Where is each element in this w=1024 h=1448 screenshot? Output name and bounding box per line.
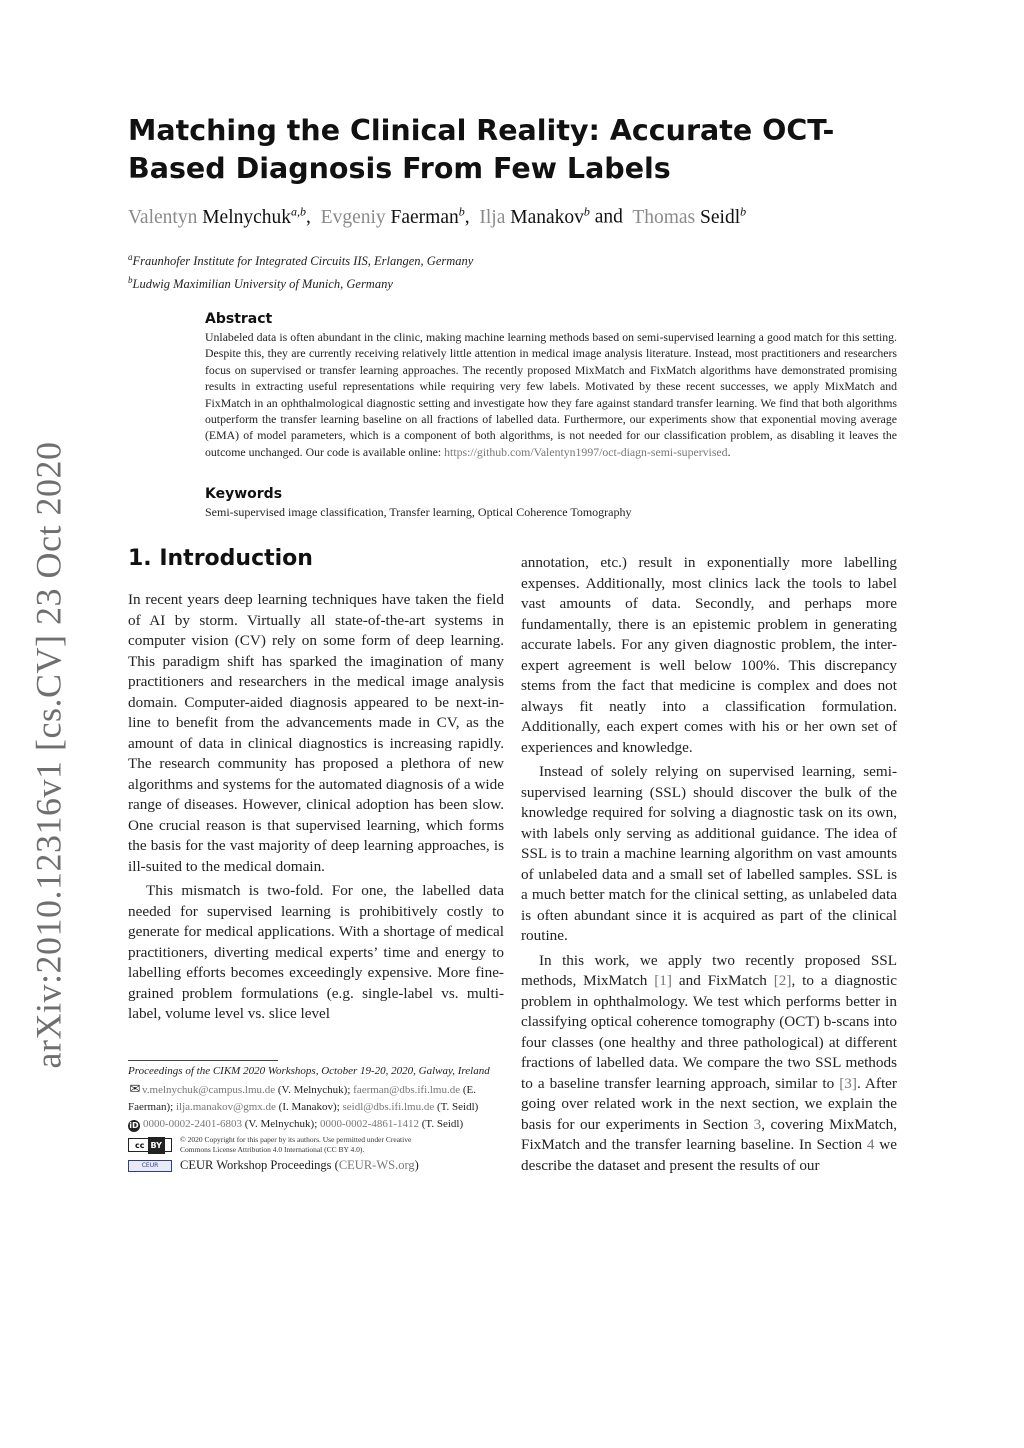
affiliations [128,248,473,294]
intro-paragraph-4: Instead of solely relying on supervised learning, semi-supervised learning (SSL) should discover the bulk of the knowledge required for solving a diagnostic task on its own, with labels only serving as additional guidance. The idea of SSL is to train a machine learning algorithm on vast amounts of unlabeled data and a small set of labelled samples. SSL is a much better match for the clinical setting, as unlabeled data is often abundant since it is acquired as part of the clinical routine. [521,763,897,944]
ceur-logo: CEUR [128,1160,172,1172]
author-4 [632,204,747,228]
intro-paragraph-3: annotation, etc.) result in exponentially more labelling expenses. Additionally, most clinics lack the tools to label vast amounts of data. Secondly, and perhaps more fundamentally, there is an epistemic problem in generating accurate labels. For any given diagnostic problem, the inter-expert agreement is well below 100%. This discrepancy stems from the fact that medicine is complex and does not always fit neatly into a classification formulation. Additionally, each expert comes with his or her own set of experiences and knowledge. [521,554,897,756]
affiliation-b: $^b$Ludwig Maximilian University of Munich, Germany [128,275,393,292]
email-link-3[interactable]: ilja.manakov@gmx.de [175,1101,276,1113]
author-given: Valentyn [128,206,198,228]
keywords-heading: Keywords [205,486,283,502]
license-row [128,1135,504,1155]
intro-paragraph-1: In recent years deep learning techniques have taken the field of AI by storm. Virtually all state-of-the-art systems in computer vision (CV) rely on some form of deep learning. This paradigm shift has sparked the imagination of many practitioners and researchers in the medical image analysis domain. Computer-aided diagnosis appeared to be next-in-line to benefit from the advancements made in CV, as the amount of data in clinical diagnostics is increasing rapidly. The research community has proposed a plethora of new algorithms and systems for the automated diagnosis of a wide range of diseases. However, clinical adoption has been slow. One crucial reason is that supervised learning, which forms the basis for the vast majority of deep learning approaches, is ill-suited to the medical domain. [128,591,504,875]
author-1 [128,204,307,228]
author-sup: b [583,204,590,218]
footnote-divider [128,1060,278,1061]
abstract-heading: Abstract [205,311,273,327]
email-link-1[interactable]: v.melnychuk@campus.lmu.de [142,1084,276,1096]
author-sup: b [740,204,747,218]
author-given: Thomas [632,206,696,228]
code-link[interactable]: https://github.com/Valentyn1997/oct-diagn-semi-supervised [444,444,728,459]
citation-2[interactable]: [2] [773,972,792,989]
license-text: © 2020 Copyright for this paper by its authors. Use permitted under Creative Commons License Attribution 4.0 International (CC BY 4.0). [180,1135,412,1154]
orcid-icon: iD [129,1121,139,1130]
citation-3[interactable]: [3] [839,1074,857,1092]
orcid-link-1[interactable]: 0000-0002-2401-6803 [143,1118,242,1130]
ceur-link[interactable]: CEUR-WS.org [338,1158,415,1172]
left-column [128,590,504,1025]
abstract [205,311,897,460]
author-given: Evgeniy [320,206,386,228]
email-link-2[interactable]: faerman@dbs.ifi.lmu.de [353,1084,461,1096]
paper-title: Matching the Clinical Reality: Accurate OCT-Based Diagnosis From Few Labels [128,114,835,185]
orcid-note: iD 0000-0002-2401-6803 (V. Melnychuk); 0000-0002-4861-1412 (T. Seidl) [129,1118,464,1130]
footnotes [128,1063,504,1174]
affiliation-a: $^a$Fraunhofer Institute for Integrated Circuits IIS, Erlangen, Germany [128,252,474,269]
author-sup: b [458,204,465,218]
keywords [205,486,897,520]
author-and: and [594,206,623,228]
author-2 [320,204,465,228]
author-list: Valentyn Melnychuk$^{a,b}$, Evgeniy Faerman$^b$, Ilja Manakov$^b$ and Thomas Seidl$^b$ [128,204,747,228]
arxiv-id-text: arXiv:2010.12316v1 [cs.CV] 23 Oct 2020 [28,441,69,1069]
section-ref-3[interactable]: 3 [753,1115,762,1133]
author-family: Seidl [700,206,741,228]
citation-1[interactable]: [1] [654,972,672,989]
author-3 [479,204,590,228]
venue-note: Proceedings of the CIKM 2020 Workshops, October 19-20, 2020, Galway, Ireland [128,1065,490,1077]
envelope-icon: ✉ [129,1081,141,1096]
right-column [521,553,897,1176]
author-sup: a,b [291,204,307,218]
introduction-heading: 1. Introduction [128,546,313,571]
author-family: Faerman [390,206,459,228]
cc-license-badge: cc BY [128,1138,172,1152]
author-given: Ilja [479,206,506,228]
orcid-link-2[interactable]: 0000-0002-4861-1412 [320,1118,420,1130]
keywords-text: Semi-supervised image classification, Transfer learning, Optical Coherence Tomography [205,505,632,519]
author-family: Melnychuk [202,206,292,228]
abstract-text: Unlabeled data is often abundant in the clinic, making machine learning methods based on semi-supervised learning a good match for this setting. Despite this, they are currently receiving relatively little attention in medical image analysis literature. Instead, most practitioners and researchers focus on supervised or transfer learning approaches. The recently proposed MixMatch and FixMatch algorithms have demonstrated promising results in extracting useful representations while requiring very few labels. Motivated by these recent successes, we apply MixMatch and FixMatch in an ophthalmological diagnostic setting and investigate how they fare against standard transfer learning. We find that both algorithms outperform the transfer learning baseline on all fractions of labelled data. Furthermore, our experiments show that exponential moving average (EMA) of model parameters, which is a component of both algorithms, is not needed for our classification problem, as disabling it leaves the outcome unchanged. Our code is available online: https://github.com/Valentyn1997/oct-diagn-semi-supervised. [205,330,897,459]
email-link-4[interactable]: seidl@dbs.ifi.lmu.de [342,1101,435,1113]
arxiv-identifier [20,441,76,1069]
ceur-row [128,1157,504,1174]
intro-paragraph-2: This mismatch is two-fold. For one, the labelled data needed for supervised learning is prohibitively costly to generate for medical applications. With a shortage of medical practitioners, diverting medical experts’ time and energy to labelling efforts becomes exceedingly expensive. More fine-grained problem formulations (e.g. single-label vs. multi-label, volume level vs. slice level [128,882,504,1022]
email-note: ✉ v.melnychuk@campus.lmu.de (V. Melnychuk); faerman@dbs.ifi.lmu.de (E. Faerman); ilja.manakov@gmx.de (I. Manakov); seidl@dbs.ifi.lmu.de (T. Seidl) [128,1081,479,1113]
author-family: Manakov [510,206,584,228]
section-ref-4[interactable]: 4 [866,1136,875,1153]
ceur-text: CEUR Workshop Proceedings (CEUR-WS.org) [180,1158,419,1172]
intro-paragraph-5: In this work, we apply two recently proposed SSL methods, MixMatch [1] and FixMatch [2], to a diagnostic problem in ophthalmology. We test which performs better in classifying optical coherence tomography (OCT) b-scans into four classes (one healthy and three pathological) at different fractions of labelled data. We compare the two SSL methods to a baseline transfer learning approach, similar to [3]. After going over related work in the next section, we explain the basis for our experiments in Section 3, covering MixMatch, FixMatch and the transfer learning baseline. In Section 4 we describe the dataset and present the results of our [521,951,897,1174]
